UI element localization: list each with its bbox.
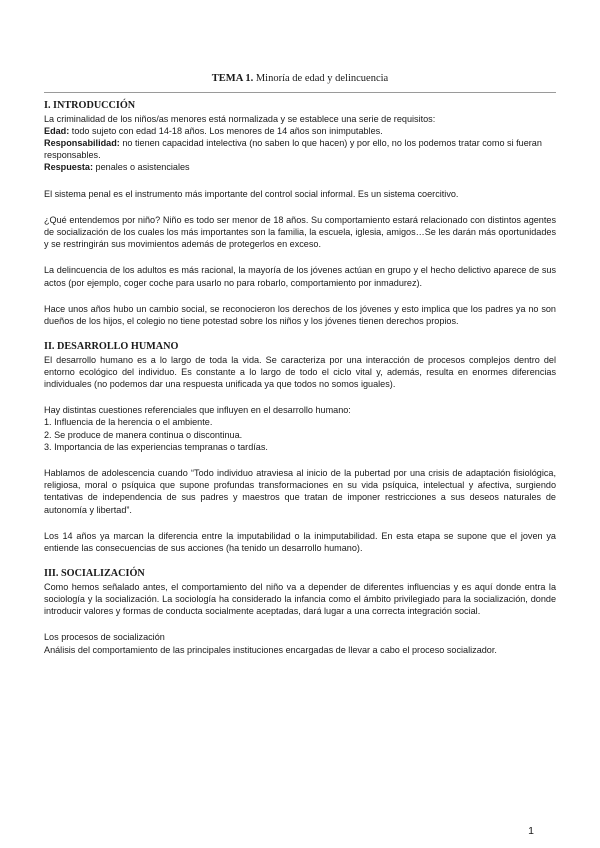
requirement-label: Edad: — [44, 125, 70, 136]
paragraph: El desarrollo humano es a lo largo de toda la vida. Se caracteriza por una interacción de procesos complejos dentro del entorno ecológico del individuo. Es constante a lo largo de todo el ciclo vital y, además, resulta en enormes diferencias individuales (no podemos dar una respuesta unificada ya que todos no somos iguales). — [44, 354, 556, 390]
paragraph: Hablamos de adolescencia cuando “Todo individuo atraviesa al inicio de la pubertad por una crisis de adaptación fisiológica, religiosa, moral o psíquica que supone profundas transformaciones en su vida psíquica, intelectual y afectiva, surgiendo tentativas de independencia de sus padres y maestros que tratan de imponer restricciones a sus deseos naturales de autonomía y libertad”. — [44, 468, 556, 515]
list-item: 1. Influencia de la herencia o el ambiente. — [44, 417, 213, 428]
requirement-text: penales o asistenciales — [93, 162, 190, 173]
list-item: 3. Importancia de las experiencias tempranas o tardías. — [44, 441, 268, 452]
requirement-respuesta — [44, 161, 556, 173]
paragraph: ¿Qué entendemos por niño? Niño es todo ser menor de 18 años. Su comportamiento estará relacionado con distintos agentes de socialización de los cuales los más importantes son la familia, la escuela, iglesia, amigos…Se les darán más oportunidades y se restringirán sus movimientos además de protegerlos en exceso. — [44, 214, 556, 250]
requirement-label: Respuesta: — [44, 162, 94, 173]
paragraph: La delincuencia de los adultos es más racional, la mayoría de los jóvenes actúan en grupo y el hecho delictivo aparece de sus actos (por ejemplo, coger coche para usarlo no para robarlo, comportamiento por inmadurez). — [44, 265, 556, 288]
paragraph: Hay distintas cuestiones referenciales que influyen en el desarrollo humano: — [44, 405, 351, 416]
document-body — [44, 100, 556, 656]
title-text: Minoría de edad y delincuencia — [255, 73, 389, 84]
list-item: 2. Se produce de manera continua o discontinua. — [44, 429, 243, 440]
requirement-text: todo sujeto con edad 14-18 años. Los menores de 14 años son inimputables. — [69, 125, 383, 136]
paragraph: Análisis del comportamiento de las principales instituciones encargadas de llevar a cabo el proceso socializador. — [44, 644, 497, 655]
requirement-label: Responsabilidad: — [44, 137, 120, 148]
title-divider — [44, 92, 556, 93]
intro-paragraph: La criminalidad de los niños/as menores está normalizada y se establece una serie de requisitos: — [44, 113, 436, 124]
section-heading-desarrollo-humano: II. DESARROLLO HUMANO — [44, 341, 179, 353]
paragraph: Hace unos años hubo un cambio social, se reconocieron los derechos de los jóvenes y esto implica que los padres ya no son dueños de los hijos, el colegio no tiene potestad sobre los niños y los jóvenes tienen derechos propios. — [44, 303, 556, 326]
requirement-text: no tienen capacidad intelectiva (no saben lo que hacen) y por ello, no los podemos tratar como si fueran responsables. — [44, 137, 542, 161]
paragraph: El sistema penal es el instrumento más importante del control social informal. Es un sistema coercitivo. — [44, 188, 459, 199]
paragraph: Como hemos señalado antes, el comportamiento del niño va a depender de diferentes influencias y es aquí donde entra la sociología y la socialización. La sociología ha considerado la infancia como el ámbito privilegiado para la socialización, donde introducir valores y formas de conducta socialmente aceptadas, dará lugar a una correcta integración social. — [44, 581, 556, 617]
requirement-responsabilidad — [44, 137, 556, 161]
section-heading-introduccion: I. INTRODUCCIÓN — [44, 100, 136, 111]
section-heading-socializacion: III. SOCIALIZACIÓN — [44, 568, 145, 580]
requirement-edad — [44, 125, 556, 137]
page-title — [44, 72, 556, 85]
title-label: TEMA 1. — [211, 73, 254, 84]
page-number: 1 — [528, 825, 534, 837]
paragraph: Los 14 años ya marcan la diferencia entre la imputabilidad o la inimputabilidad. En esta etapa se supone que el joven ya entiende las consecuencias de sus acciones (ha tenido un desarrollo humano). — [44, 530, 556, 554]
paragraph: Los procesos de socialización — [44, 632, 165, 643]
